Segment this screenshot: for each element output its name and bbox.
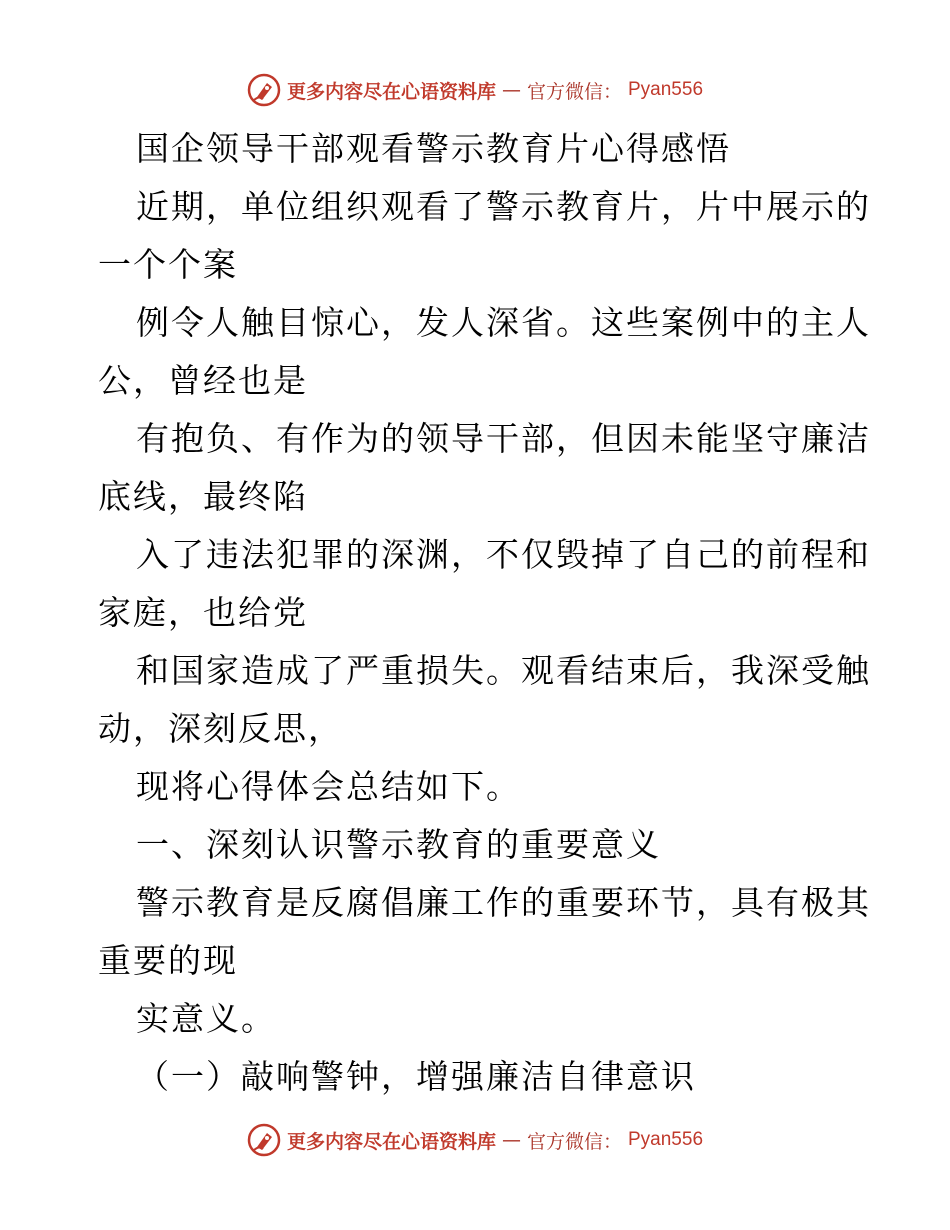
- pen-nib-logo-icon: [247, 1123, 281, 1157]
- footer-banner: [0, 1120, 950, 1160]
- document-title: 国企领导干部观看警示教育片心得感悟: [136, 129, 731, 168]
- document-line: 重要的现: [98, 941, 238, 980]
- document-line: 底线，最终陷: [98, 477, 308, 516]
- document-line: 公，曾经也是: [98, 361, 308, 400]
- document-line: 和国家造成了严重损失。观看结束后，我深受触: [136, 651, 871, 690]
- document-line: 动，深刻反思，: [98, 709, 343, 748]
- header-banner: [0, 70, 950, 110]
- document-line: 现将心得体会总结如下。: [136, 767, 521, 806]
- document-line: 例令人触目惊心，发人深省。这些案例中的主人: [136, 303, 871, 342]
- document-body: [98, 120, 871, 1106]
- document-line: 近期，单位组织观看了警示教育片，片中展示的: [136, 187, 871, 226]
- document-line: 入了违法犯罪的深渊，不仅毁掉了自己的前程和: [136, 535, 871, 574]
- document-line: 一、深刻认识警示教育的重要意义: [136, 825, 661, 864]
- banner-separator: —: [501, 79, 521, 101]
- banner-wechat-label: 官方微信：: [526, 80, 622, 103]
- document-line: 有抱负、有作为的领导干部，但因未能坚守廉洁: [136, 419, 871, 458]
- banner-wechat-label: 官方微信：: [526, 1130, 622, 1153]
- document-line: 家庭，也给党: [98, 593, 308, 632]
- document-line: 警示教育是反腐倡廉工作的重要环节，具有极其: [136, 883, 871, 922]
- document-line: 实意义。: [136, 999, 276, 1038]
- banner-main-text: 更多内容尽在心语资料库: [286, 80, 496, 103]
- pen-nib-logo-icon: [247, 73, 281, 107]
- document-line: （一）敲响警钟，增强廉洁自律意识: [136, 1057, 696, 1096]
- banner-main-text: 更多内容尽在心语资料库: [286, 1130, 496, 1153]
- banner-separator: —: [501, 1129, 521, 1151]
- document-line: 一个个案: [98, 245, 238, 284]
- banner-wechat-account: Pyan556: [628, 79, 704, 100]
- banner-wechat-account: Pyan556: [628, 1129, 704, 1150]
